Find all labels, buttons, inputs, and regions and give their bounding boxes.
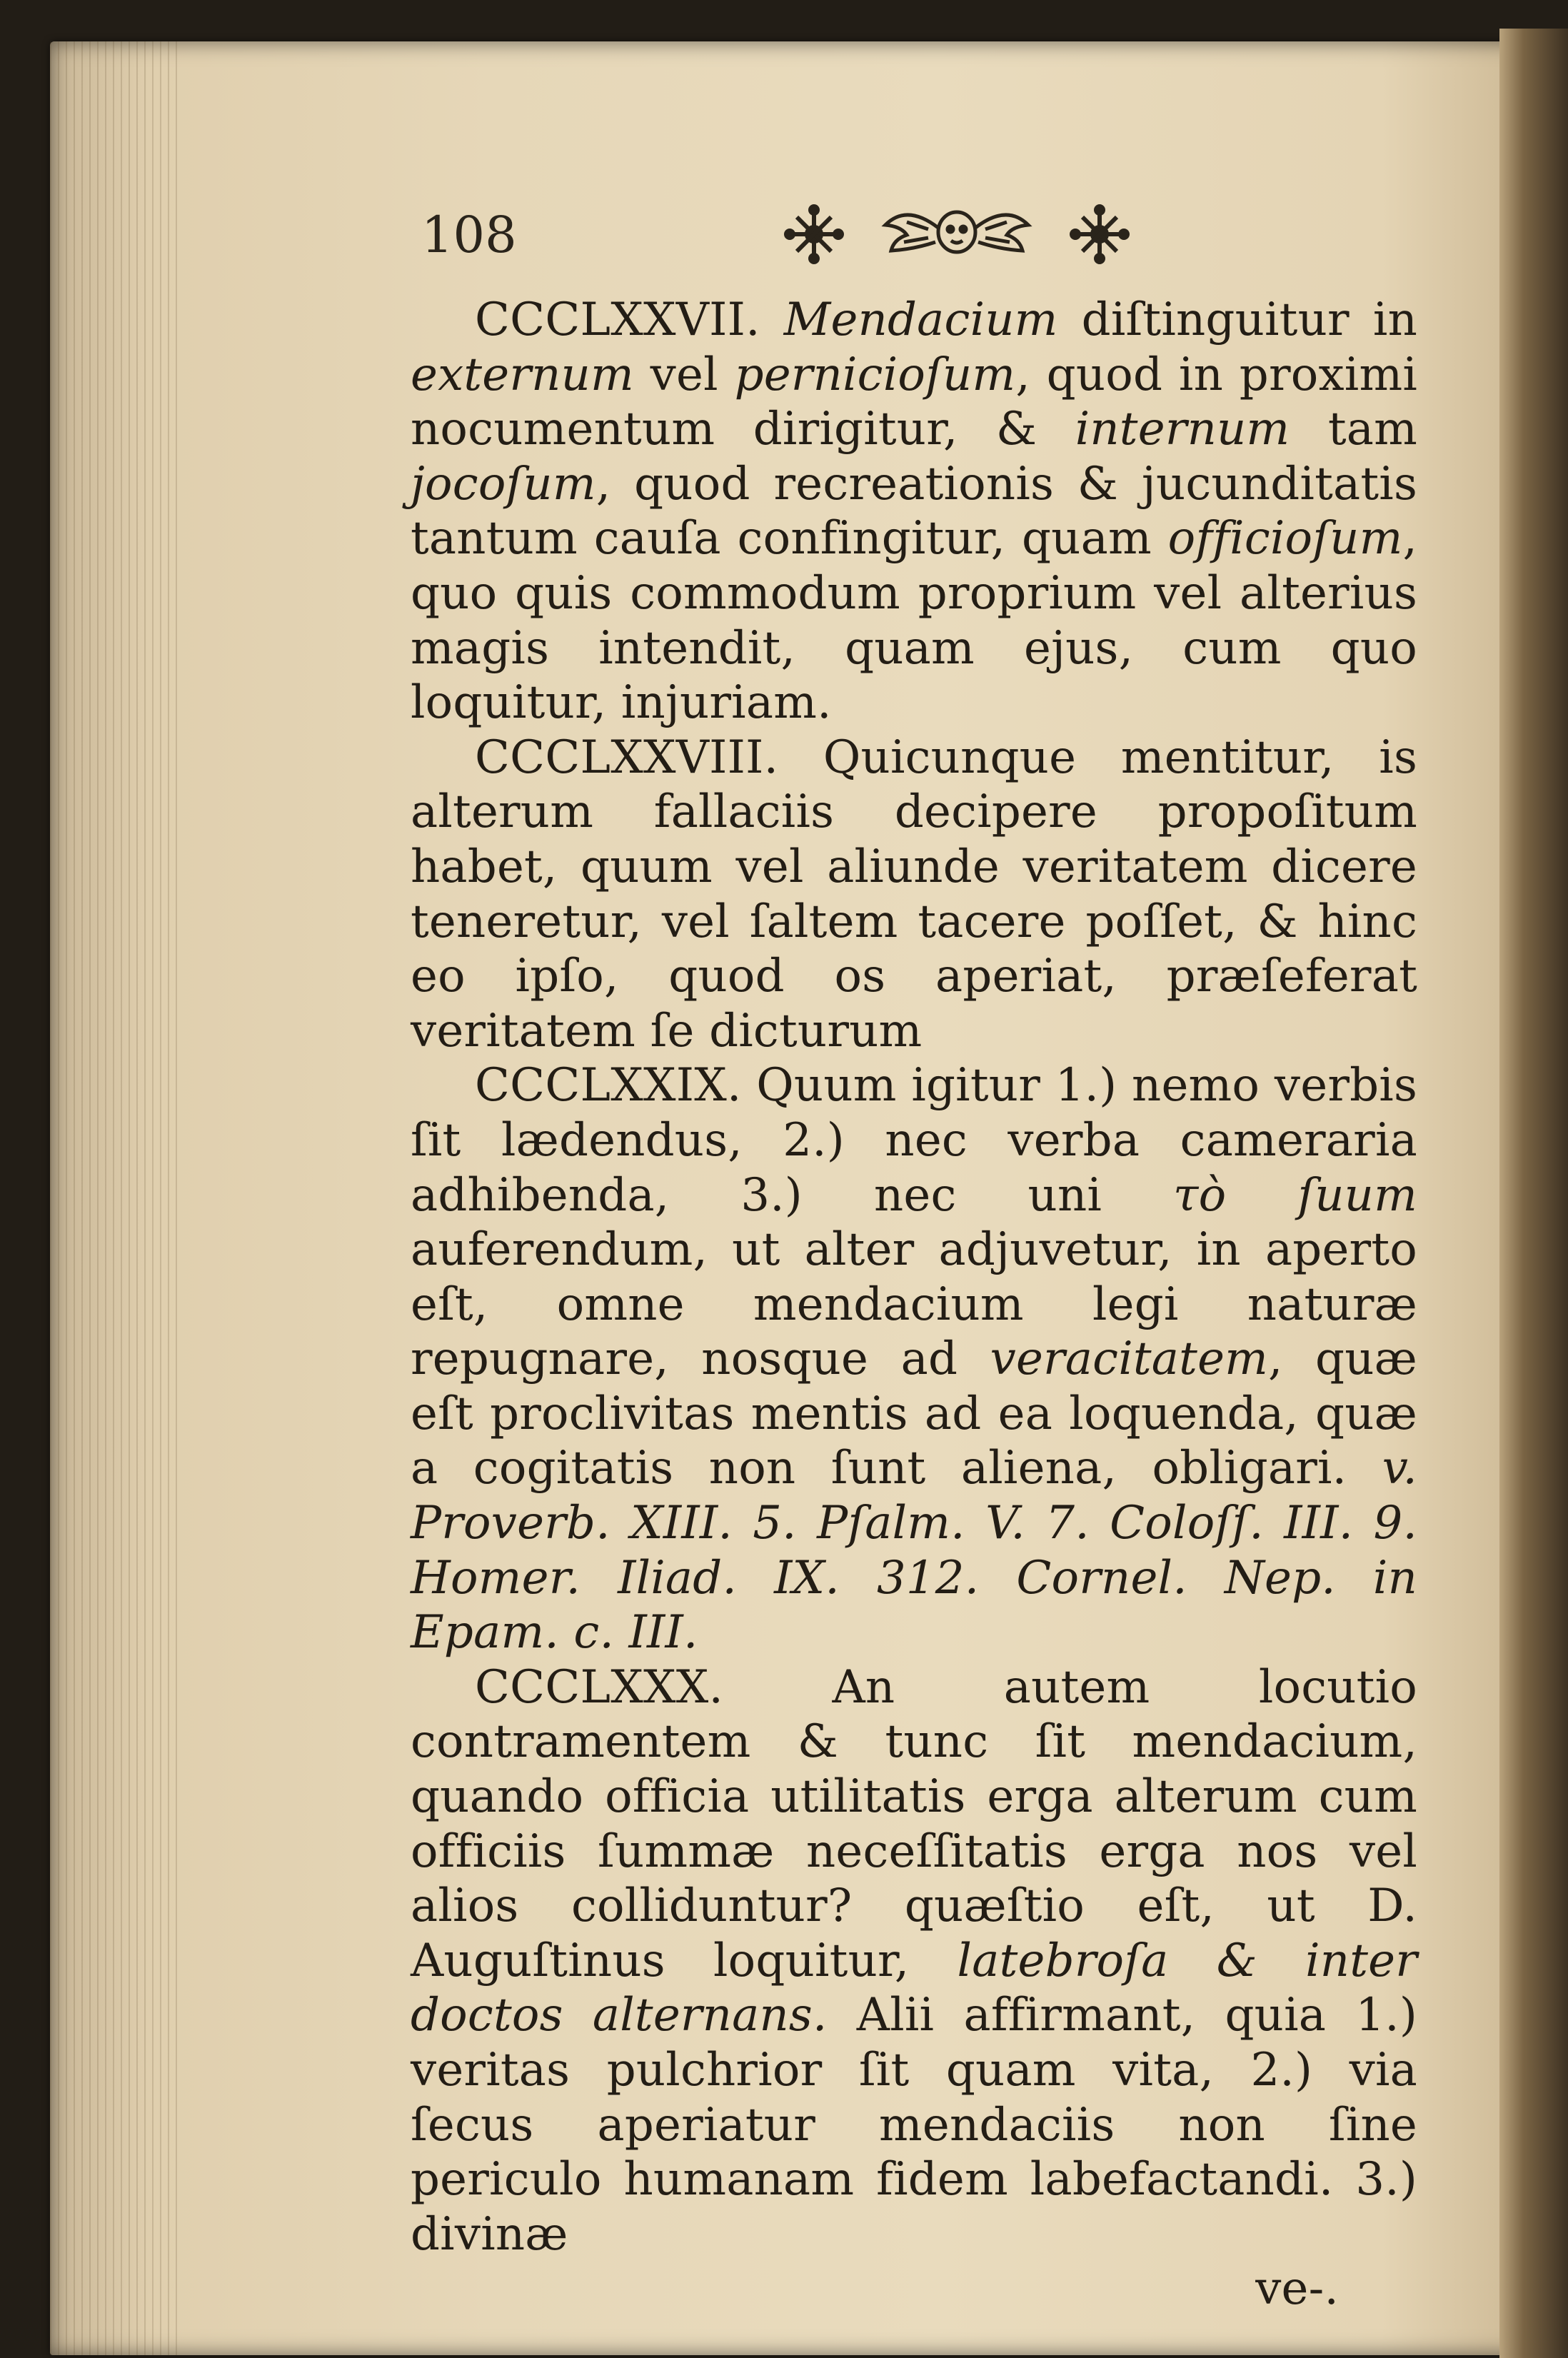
paragraph-ccclxxix [411,1058,1417,1660]
italic-text: veracitatem [990,1333,1269,1386]
cherub-icon [885,212,1028,252]
text-run: , quo quis commodum proprium vel alterius magis intendit, quam ejus, cum quo loquitur, injuriam. [411,512,1417,730]
paragraph-list [411,293,1417,2262]
right-fleuron-icon [1072,206,1127,262]
text-run: , quæ eſt proclivitas mentis ad ea loquenda, quæ a cogitatis non ſunt aliena, obligari. [411,1333,1417,1495]
body-text [411,293,1417,2317]
text-run: , quod recreationis & jucunditatis tantum cauſa confingitur, quam [411,457,1417,566]
page-number: 108 [421,206,517,264]
left-fleuron-icon [786,206,842,262]
italic-text: Mendacium [783,294,1058,346]
binding-gutter [1499,29,1568,2358]
text-run: diſtinguitur in [1057,294,1418,346]
text-run: tam [1290,403,1417,456]
text-run: CCCLXXIX. Quum igitur 1.) nemo verbis ſit lædendus, 2.) nec verba cameraria adhibenda, 3.) nec uni [411,1059,1417,1222]
paragraph-ccclxxvii [411,293,1417,731]
italic-text: internum [1075,403,1290,456]
catchword: ve-. [1255,2262,1339,2316]
paragraph-ccclxxx [411,1660,1417,2262]
italic-text: jocoſum [411,457,596,511]
italic-text: v. Proverb. XIII. 5. Pſalm. V. 7. Coloſſ. III. 9. Homer. Iliad. IX. 312. Cornel. Nep. in Epam. c. III. [411,1442,1417,1660]
text-run: auferendum, ut alter adjuvetur, in aperto eſt, omne mendacium legi naturæ repugnare, nosque ad [411,1223,1417,1386]
italic-text: pernicioſum [734,348,1016,401]
italic-text: officioſum [1167,512,1403,566]
text-run: CCCLXXVIII. Quicunque mentitur, is alterum fallaciis decipere propoſitum habet, quum vel aliunde veritatem dicere teneretur, vel ſaltem tacere poſſet, & hinc eo ipſo, quod os aperiat, præſeferat veritatem ſe dicturum [411,731,1417,1058]
fleuron-ornament-icon [757,193,1157,271]
paragraph-ccclxxviii [411,731,1417,1059]
running-header [421,193,1421,271]
text-run: CCCLXXVII. [475,294,784,346]
text-run: CCCLXXX. An autem locutio contramentem & tunc ſit mendacium, quando officia utilitatis erga alterum cum officiis ſummæ neceſſitatis erga nos vel alios colliduntur? quæſtio eſt, ut D. Auguſtinus loquitur, [411,1660,1417,1987]
text-run: Alii affirmant, quia 1.) veritas pulchrior ſit quam vita, 2.) via ſecus aperiatur mendaciis non ſine periculo humanam fidem labefactandi. 3.) divinæ [411,1989,1418,2261]
italic-text: externum [411,348,634,401]
text-run: vel [633,348,735,401]
text-run: , quod in proximi nocumentum dirigitur, & [411,348,1418,456]
italic-text: latebroſa & inter doctos alternans. [411,1934,1418,2042]
italic-text: τὸ ſuum [1173,1168,1417,1222]
